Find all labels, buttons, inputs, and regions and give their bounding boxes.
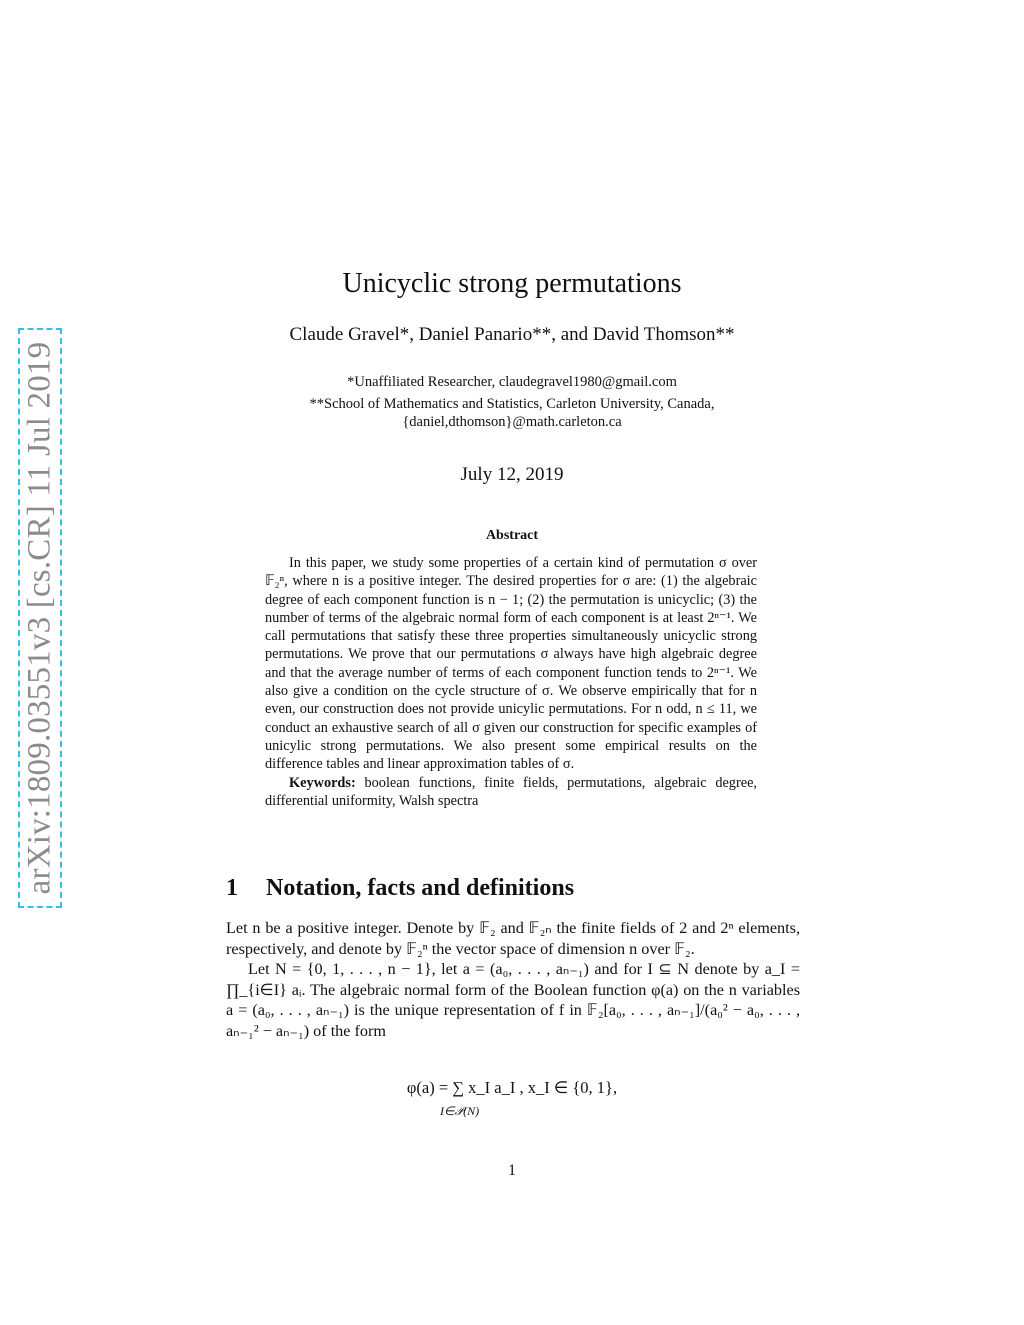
paper-date: July 12, 2019 [460,464,564,485]
affiliation-3-emails: {daniel,dthomson}@math.carleton.ca [402,414,622,430]
section-number: 1 [226,875,238,901]
affiliation-2: **School of Mathematics and Statistics, Carleton University, Canada, [309,396,715,412]
paragraph-2: Let N = {0, 1, . . . , n − 1}, let a = (a₀, . . . , aₙ₋₁) and for I ⊆ N denote by a_I = ∏_{i∈I} aᵢ. The algebraic normal form of the Boolean function φ(a) on the n variables a = (a₀, . . . , aₙ₋₁) is the unique representation of f in 𝔽₂[a₀, . . . , aₙ₋₁]/(a₀² − a₀, . . . , aₙ₋₁² − aₙ₋₁) of the form [226,960,800,1040]
paper-title: Unicyclic strong permutations [342,268,682,299]
paragraph-1: Let n be a positive integer. Denote by 𝔽₂ and 𝔽₂ₙ the finite fields of 2 and 2ⁿ elements, respectively, and denote by 𝔽₂ⁿ the vector space of dimension n over 𝔽₂. [226,919,800,958]
abstract-heading: Abstract [485,528,539,543]
section-title: Notation, facts and definitions [266,875,575,901]
abstract-paragraph: In this paper, we study some properties of a certain kind of permutation σ over 𝔽₂ⁿ, where n is a positive integer. The desired properties for σ are: (1) the algebraic degree of each component function is n − 1; (2) the permutation is unicyclic; (3) the number of terms of the algebraic normal form of each component is at least 2ⁿ⁻¹. We call permutations that satisfy these three properties simultaneously unicyclic strong permutations. We prove that our permutations σ always have high algebraic degree and that the average number of terms of each component function tends to 2ⁿ⁻¹. We also give a condition on the cycle structure of σ. We observe empirically that for n even, our construction does not provide unicylic permutations. For n odd, n ≤ 11, we conduct an exhaustive search of all σ given our construction for specific examples of unicylic strong permutations. We also present some empirical results on the difference tables and linear approximation tables of σ. [265,555,757,773]
abstract-body [265,554,757,810]
anf-equation: φ(a) = ∑ x_I a_I , x_I ∈ {0, 1}, [406,1078,618,1097]
sum-index-subscript: I∈𝒫(N) [440,1104,480,1118]
arxiv-identifier: arXiv:1809.03551v3 [cs.CR] 11 Jul 2019 [21,341,58,895]
section-body [226,918,800,1041]
authors: Claude Gravel*, Daniel Panario**, and David Thomson** [289,324,735,345]
keywords [265,774,757,811]
page-number: 1 [508,1162,516,1179]
section-heading [226,875,574,902]
keywords-label: Keywords: [289,774,356,791]
affiliation-1: *Unaffiliated Researcher, claudegravel1980@gmail.com [347,374,677,390]
keywords-list: boolean functions, finite fields, permutations, algebraic degree, differential uniformity, Walsh spectra [265,774,757,809]
